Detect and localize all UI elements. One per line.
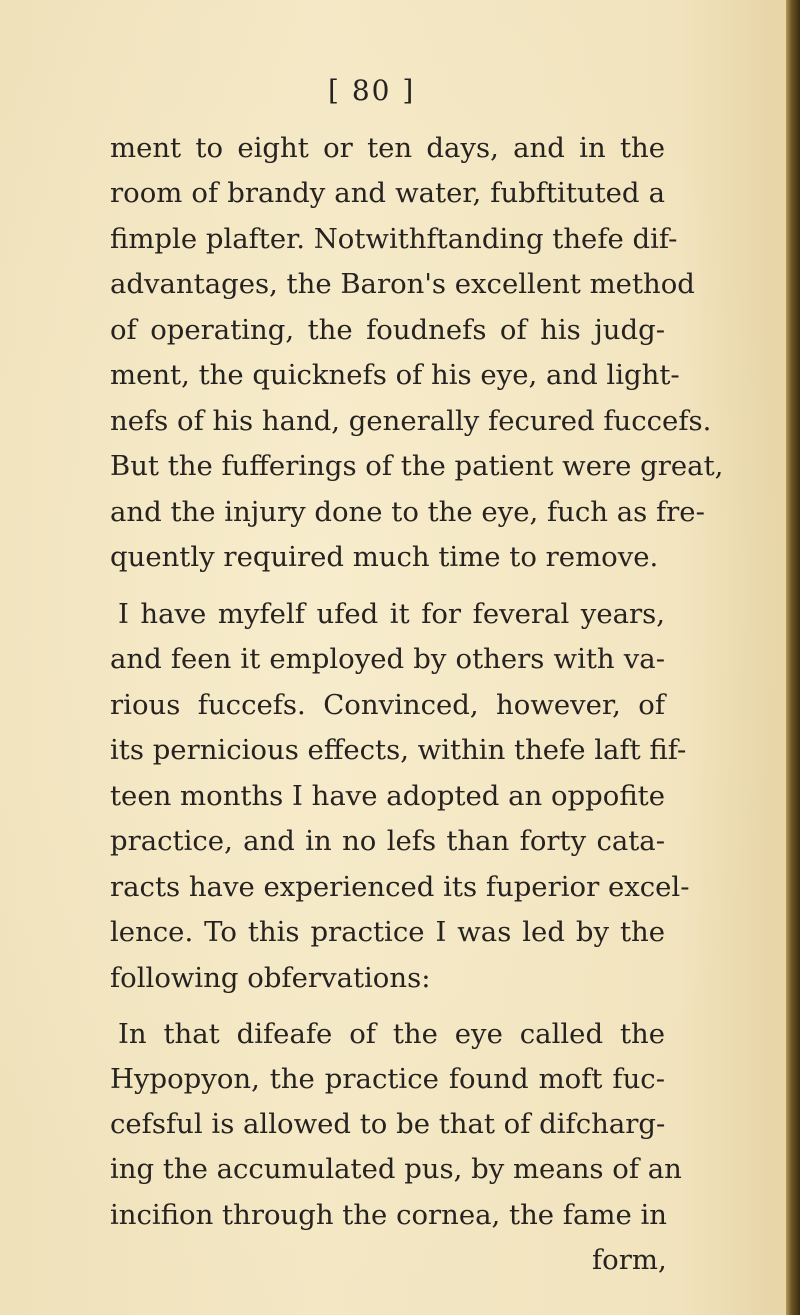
text-line: its pernicious effects, within thefe laft fif-	[110, 734, 687, 766]
page-number-header: [ 80 ]	[328, 74, 416, 107]
text-line: ment to eight or ten days, and in the	[110, 132, 665, 164]
catchword: form,	[592, 1244, 667, 1276]
text-line: teen months I have adopted an oppofite	[110, 780, 665, 812]
text-line: But the fufferings of the patient were great,	[110, 450, 724, 482]
text-line: and feen it employed by others with va-	[110, 643, 665, 675]
text-line: In that difeafe of the eye called the	[118, 1018, 665, 1050]
text-line: incifion through the cornea, the fame in	[110, 1199, 667, 1231]
text-line: racts have experienced its fuperior excel-	[110, 871, 690, 903]
text-line: and the injury done to the eye, fuch as fre-	[110, 496, 705, 528]
text-line: room of brandy and water, fubftituted a	[110, 177, 665, 209]
text-line: rious fuccefs. Convinced, however, of	[110, 689, 665, 721]
text-line: of operating, the foudnefs of his judg-	[110, 314, 665, 346]
text-line: fimple plafter. Notwithftanding thefe dif-	[110, 223, 678, 255]
page-binding-edge	[786, 0, 800, 1315]
text-line: cefsful is allowed to be that of difcharg-	[110, 1108, 666, 1140]
text-line: I have myfelf ufed it for feveral years,	[118, 598, 665, 630]
text-line: advantages, the Baron's excellent method	[110, 268, 695, 300]
text-line: following obfervations:	[110, 962, 431, 994]
text-line: Hypopyon, the practice found moft fuc-	[110, 1063, 665, 1095]
text-line: practice, and in no lefs than forty cata-	[110, 825, 665, 857]
text-line: ing the accumulated pus, by means of an	[110, 1153, 682, 1185]
text-line: quently required much time to remove.	[110, 541, 659, 573]
text-line: lence. To this practice I was led by the	[110, 916, 665, 948]
text-line: nefs of his hand, generally fecured fuccefs.	[110, 405, 712, 437]
text-line: ment, the quicknefs of his eye, and light-	[110, 359, 680, 391]
